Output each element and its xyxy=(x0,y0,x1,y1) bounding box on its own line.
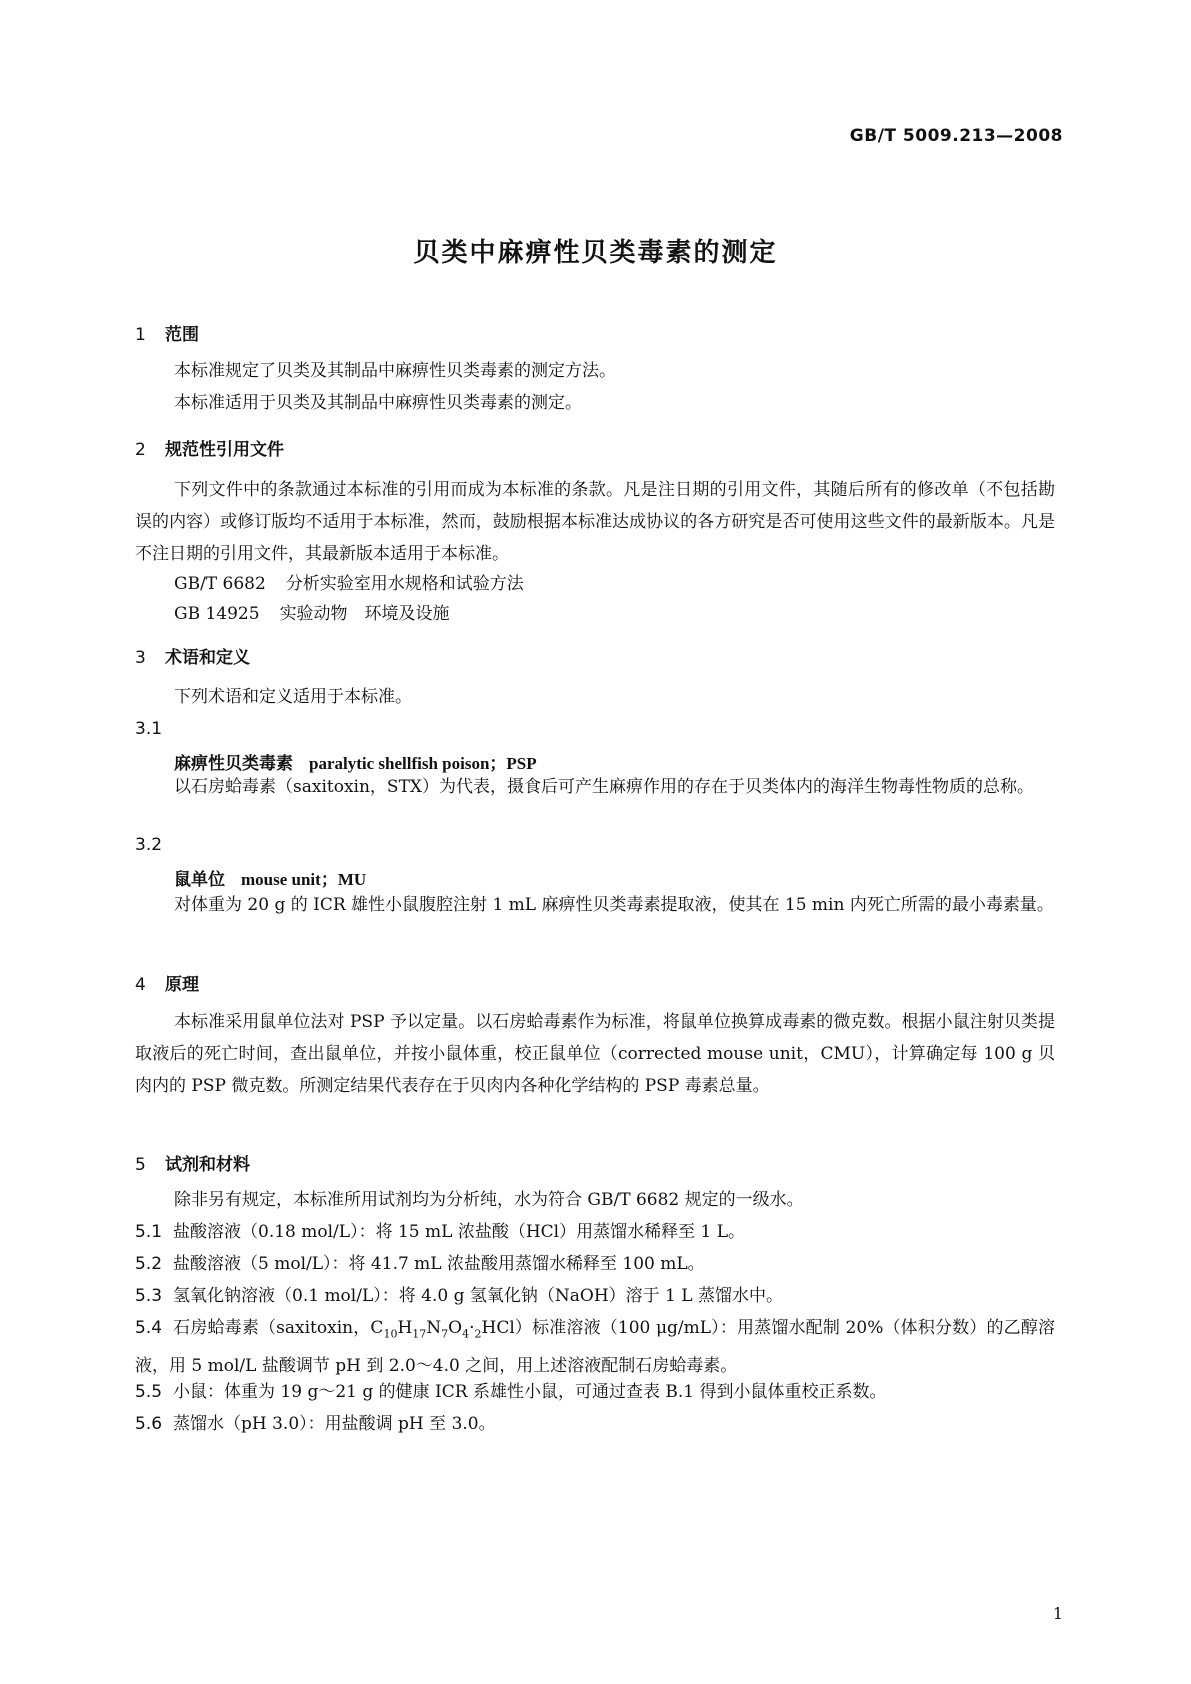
paragraph: 除非另有规定，本标准所用试剂均为分析纯，水为符合 GB/T 6682 规定的一级水。 xyxy=(174,1190,804,1210)
section-title: 范围 xyxy=(165,325,199,345)
paragraph: 本标准规定了贝类及其制品中麻痹性贝类毒素的测定方法。 xyxy=(174,361,616,381)
normative-reference xyxy=(174,599,450,624)
page-number: 1 xyxy=(1052,1604,1063,1623)
paragraph: 下列文件中的条款通过本标准的引用而成为本标准的条款。凡是注日期的引用文件，其随后所有的修改单（不包括勘误的内容）或修订版均不适用于本标准，然而，鼓励根据本标准达成协议的各方研究是否可使用这些文件的最新版本。凡是不注日期的引用文件，其最新版本适用于本标准。 xyxy=(135,480,1055,564)
section-number: 2 xyxy=(135,440,146,460)
item-text: 盐酸溶液（0.18 mol/L）：将 15 mL 浓盐酸（HCl）用蒸馏水稀释至 1 L。 xyxy=(173,1222,745,1242)
section-title: 术语和定义 xyxy=(165,648,250,668)
term-english: mouse unit；MU xyxy=(241,870,367,889)
item-text: 氢氧化钠溶液（0.1 mol/L）：将 4.0 g 氢氧化钠（NaOH）溶于 1 L 蒸馏水中。 xyxy=(173,1286,783,1306)
section-title: 原理 xyxy=(165,975,199,995)
section-number: 5 xyxy=(135,1155,146,1175)
item-number: 5.4 xyxy=(135,1318,163,1338)
reference-title: 实验动物 环境及设施 xyxy=(279,604,450,624)
term-definition: 以石房蛤毒素（saxitoxin，STX）为代表，摄食后可产生麻痹作用的存在于贝类体内的海洋生物毒性物质的总称。 xyxy=(174,777,1035,797)
section-4-heading xyxy=(135,970,199,995)
section-number: 3 xyxy=(135,648,146,668)
term-chinese: 鼠单位 xyxy=(174,870,225,890)
reference-title: 分析实验室用水规格和试验方法 xyxy=(285,574,524,594)
reference-code: GB 14925 xyxy=(174,604,260,624)
section-3-heading xyxy=(135,643,250,668)
section-5-heading xyxy=(135,1150,250,1175)
section-title: 试剂和材料 xyxy=(165,1155,250,1175)
section-1-heading xyxy=(135,320,199,345)
document-title: 贝类中麻痹性贝类毒素的测定 xyxy=(413,238,778,268)
item-number: 5.6 xyxy=(135,1414,163,1434)
reagent-item xyxy=(135,1376,1055,1408)
reagent-item xyxy=(135,1216,1055,1248)
reagent-item xyxy=(135,1280,1055,1312)
standard-code: GB/T 5009.213—2008 xyxy=(849,126,1063,146)
item-number: 5.3 xyxy=(135,1286,163,1306)
item-number: 5.2 xyxy=(135,1254,163,1274)
term-definition: 对体重为 20 g 的 ICR 雄性小鼠腹腔注射 1 mL 麻痹性贝类毒素提取液，使其在 15 min 内死亡所需的最小毒素量。 xyxy=(174,895,1054,915)
item-number: 5.1 xyxy=(135,1222,163,1242)
reagent-item xyxy=(135,1312,1055,1382)
term-english: paralytic shellfish poison；PSP xyxy=(309,754,537,773)
item-text: 蒸馏水（pH 3.0）：用盐酸调 pH 至 3.0。 xyxy=(173,1414,496,1434)
reference-code: GB/T 6682 xyxy=(174,574,266,594)
item-text: ）标准溶液（100 μg/mL）：用蒸馏水配制 20%（体积分数）的乙醇溶液，用 5 mol/L 盐酸调节 pH 到 2.0～4.0 之间，用上述溶液配制石房蛤毒素。 xyxy=(135,1318,1055,1377)
section-number: 4 xyxy=(135,975,146,995)
term-heading xyxy=(174,865,366,890)
paragraph: 本标准采用鼠单位法对 PSP 予以定量。以石房蛤毒素作为标准，将鼠单位换算成毒素的微克数。根据小鼠注射贝类提取液后的死亡时间，查出鼠单位，并按小鼠体重，校正鼠单位（corrected mouse unit，CMU），计算确定每 100 g 贝肉内的 PSP 微克数。所测定结果代表存在于贝肉内各种化学结构的 PSP 毒素总量。 xyxy=(135,1012,1055,1096)
item-text: 石房蛤毒素（saxitoxin， xyxy=(173,1318,371,1338)
term-number: 3.1 xyxy=(135,719,163,739)
reagent-item xyxy=(135,1408,1055,1440)
paragraph: 下列术语和定义适用于本标准。 xyxy=(174,687,412,707)
section-number: 1 xyxy=(135,325,146,345)
item-text: 小鼠：体重为 19 g～21 g 的健康 ICR 系雄性小鼠，可通过查表 B.1 得到小鼠体重校正系数。 xyxy=(173,1382,887,1402)
term-number: 3.2 xyxy=(135,835,163,855)
normative-reference xyxy=(174,569,524,594)
item-number: 5.5 xyxy=(135,1382,163,1402)
section-title: 规范性引用文件 xyxy=(165,440,284,460)
paragraph: 本标准适用于贝类及其制品中麻痹性贝类毒素的测定。 xyxy=(174,393,582,413)
term-chinese: 麻痹性贝类毒素 xyxy=(174,754,293,774)
reagent-item xyxy=(135,1248,1055,1280)
item-text: 盐酸溶液（5 mol/L）：将 41.7 mL 浓盐酸用蒸馏水稀释至 100 mL。 xyxy=(173,1254,705,1274)
section-2-heading xyxy=(135,435,284,460)
chemical-formula: $C_{10}H_{17}N_7O_4\cdot_2HCl$ xyxy=(370,1318,515,1341)
